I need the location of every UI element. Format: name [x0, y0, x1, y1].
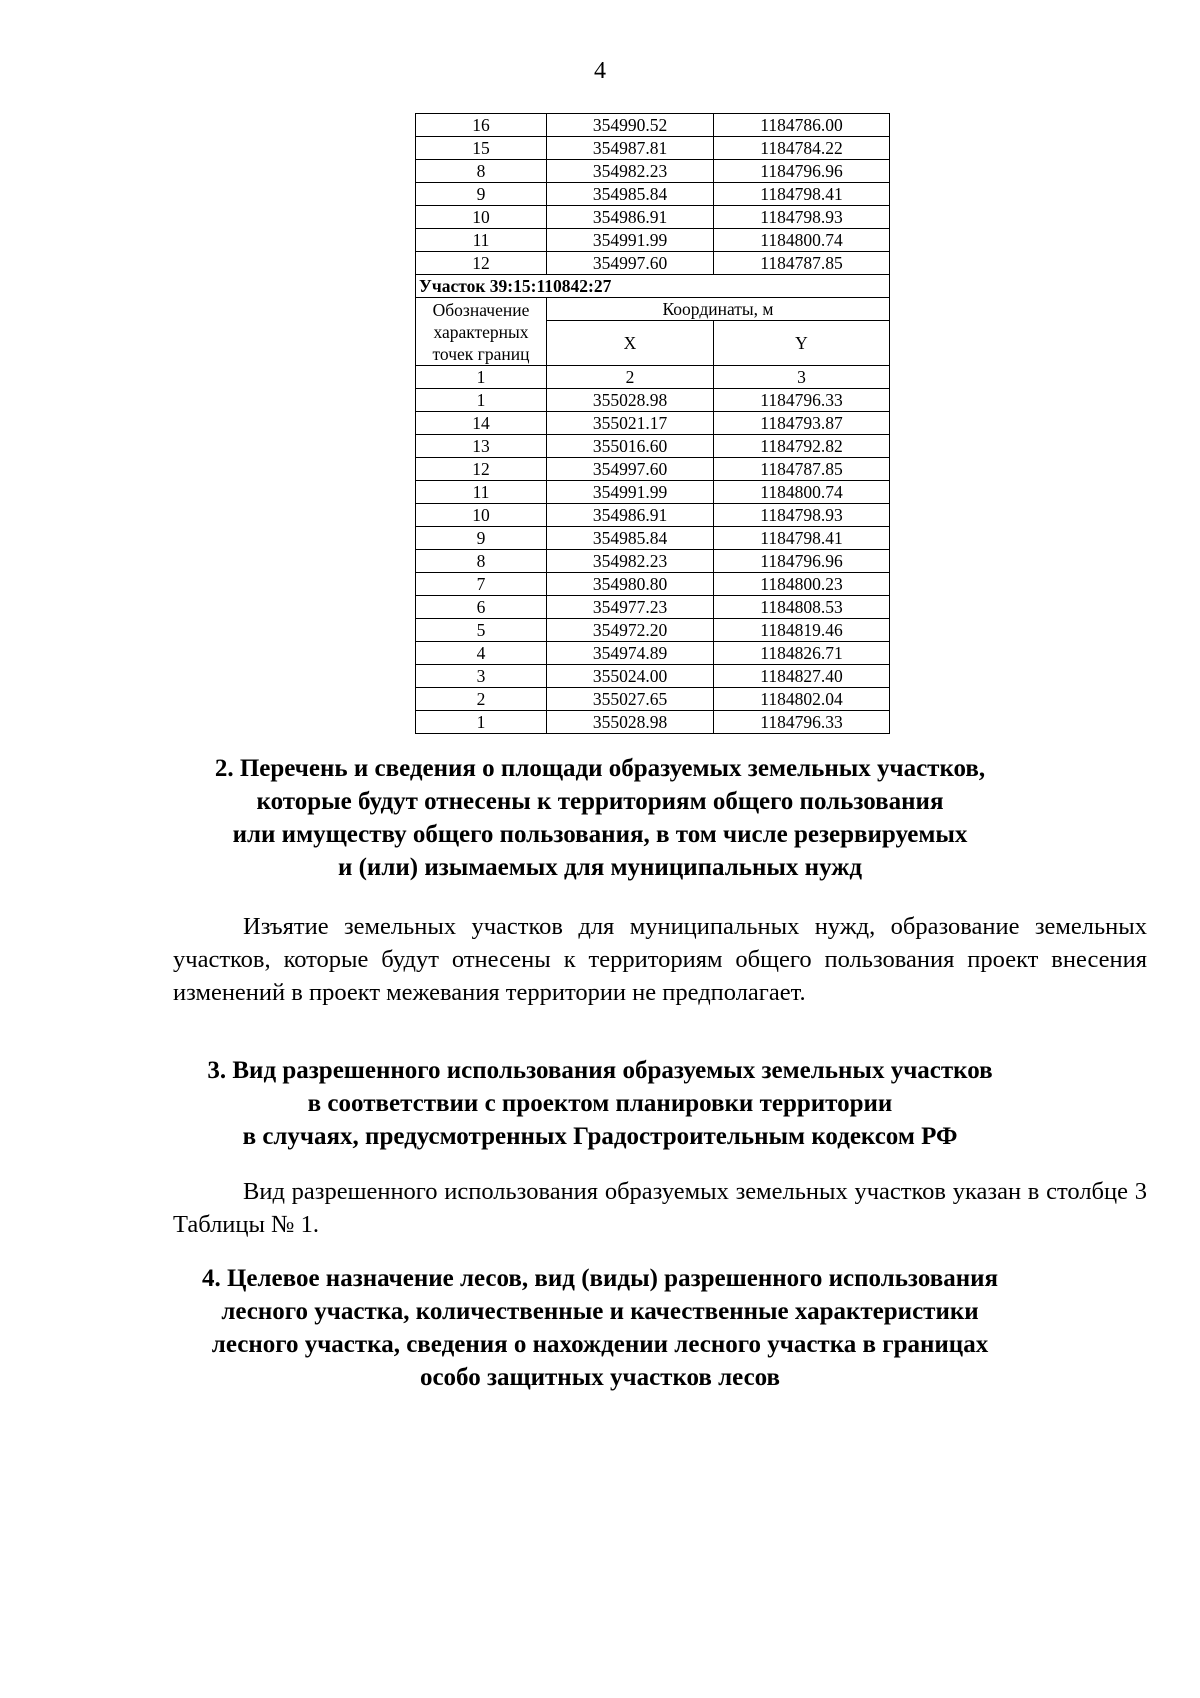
y-coordinate-cell: 1184798.93 — [714, 504, 890, 527]
table-row — [416, 642, 890, 665]
x-coordinate-cell: 354997.60 — [547, 252, 714, 275]
point-number-cell: 12 — [416, 252, 547, 275]
y-coordinate-cell: 1184802.04 — [714, 688, 890, 711]
column-number: 1 — [416, 366, 547, 389]
plot-title-row — [416, 275, 890, 298]
point-number-cell: 3 — [416, 665, 547, 688]
section-3-title-line: в соответствии с проектом планировки территории — [307, 1090, 893, 1117]
point-number-cell: 1 — [416, 389, 547, 412]
y-coordinate-cell: 1184826.71 — [714, 642, 890, 665]
designation-header: Обозначение характерных точек границ — [416, 298, 547, 366]
x-coordinate-cell: 354997.60 — [547, 458, 714, 481]
x-coordinate-cell: 354986.91 — [547, 504, 714, 527]
point-number-cell: 2 — [416, 688, 547, 711]
point-number-cell: 7 — [416, 573, 547, 596]
table-row — [416, 160, 890, 183]
table-row — [416, 527, 890, 550]
page-number: 4 — [594, 58, 606, 84]
table-row — [416, 619, 890, 642]
x-coordinate-cell: 354972.20 — [547, 619, 714, 642]
section-3-title — [150, 1054, 1050, 1153]
y-coordinate-cell: 1184798.93 — [714, 206, 890, 229]
y-coordinate-cell: 1184796.96 — [714, 550, 890, 573]
x-coordinate-cell: 354982.23 — [547, 160, 714, 183]
plot-title: Участок 39:15:110842:27 — [416, 275, 890, 298]
y-coordinate-cell: 1184798.41 — [714, 527, 890, 550]
point-number-cell: 11 — [416, 481, 547, 504]
y-coordinate-cell: 1184796.96 — [714, 160, 890, 183]
point-number-cell: 10 — [416, 504, 547, 527]
section-4-title-line: лесного участка, сведения о нахождении лесного участка в границах — [211, 1331, 989, 1358]
section-4-title-line: особо защитных участков лесов — [419, 1364, 781, 1391]
section-3-title-line: в случаях, предусмотренных Градостроительным кодексом РФ — [242, 1123, 958, 1150]
point-number-cell: 9 — [416, 183, 547, 206]
y-coordinate-cell: 1184784.22 — [714, 137, 890, 160]
section-3-paragraph: Вид разрешенного использования образуемых земельных участков указан в столбце 3 Таблицы № 1. — [173, 1178, 1147, 1238]
x-coordinate-cell: 355027.65 — [547, 688, 714, 711]
x-coordinate-cell: 354991.99 — [547, 481, 714, 504]
y-coordinate-cell: 1184798.41 — [714, 183, 890, 206]
y-coordinate-cell: 1184787.85 — [714, 252, 890, 275]
table-row — [416, 252, 890, 275]
table-row — [416, 481, 890, 504]
y-coordinate-cell: 1184800.23 — [714, 573, 890, 596]
plot-rows-group — [416, 389, 890, 734]
point-number-cell: 15 — [416, 137, 547, 160]
table-row — [416, 573, 890, 596]
point-number-cell: 14 — [416, 412, 547, 435]
point-number-cell: 13 — [416, 435, 547, 458]
coordinates-table — [415, 113, 890, 734]
table-row — [416, 412, 890, 435]
section-4-title-line: 4. Целевое назначение лесов, вид (виды) разрешенного использования — [201, 1265, 999, 1292]
point-number-cell: 8 — [416, 550, 547, 573]
table-row — [416, 114, 890, 137]
point-number-cell: 10 — [416, 206, 547, 229]
x-coordinate-cell: 354990.52 — [547, 114, 714, 137]
table-row — [416, 206, 890, 229]
header-row — [416, 298, 890, 321]
x-coordinate-cell: 354986.91 — [547, 206, 714, 229]
point-number-cell: 8 — [416, 160, 547, 183]
y-header: Y — [714, 321, 890, 366]
x-coordinate-cell: 354974.89 — [547, 642, 714, 665]
x-header: X — [547, 321, 714, 366]
table-row — [416, 688, 890, 711]
point-number-cell: 11 — [416, 229, 547, 252]
x-coordinate-cell: 354982.23 — [547, 550, 714, 573]
section-4-title-line: лесного участка, количественные и качественные характеристики — [221, 1298, 979, 1325]
point-number-cell: 12 — [416, 458, 547, 481]
x-coordinate-cell: 354980.80 — [547, 573, 714, 596]
section-2-title — [150, 752, 1050, 884]
y-coordinate-cell: 1184819.46 — [714, 619, 890, 642]
y-coordinate-cell: 1184786.00 — [714, 114, 890, 137]
point-number-cell: 9 — [416, 527, 547, 550]
y-coordinate-cell: 1184792.82 — [714, 435, 890, 458]
table-row — [416, 504, 890, 527]
section-2-title-line: и (или) изымаемых для муниципальных нужд — [337, 854, 863, 881]
y-coordinate-cell: 1184800.74 — [714, 229, 890, 252]
x-coordinate-cell: 354991.99 — [547, 229, 714, 252]
x-coordinate-cell: 354977.23 — [547, 596, 714, 619]
x-coordinate-cell: 354987.81 — [547, 137, 714, 160]
top-rows-group — [416, 114, 890, 275]
point-number-cell: 1 — [416, 711, 547, 734]
column-number: 3 — [714, 366, 890, 389]
table-row — [416, 665, 890, 688]
table-row — [416, 389, 890, 412]
x-coordinate-cell: 355028.98 — [547, 389, 714, 412]
x-coordinate-cell: 355028.98 — [547, 711, 714, 734]
table-row — [416, 435, 890, 458]
y-coordinate-cell: 1184827.40 — [714, 665, 890, 688]
table-row — [416, 596, 890, 619]
y-coordinate-cell: 1184793.87 — [714, 412, 890, 435]
table-row — [416, 711, 890, 734]
column-number: 2 — [547, 366, 714, 389]
point-number-cell: 6 — [416, 596, 547, 619]
table-row — [416, 550, 890, 573]
y-coordinate-cell: 1184808.53 — [714, 596, 890, 619]
section-2-paragraph: Изъятие земельных участков для муниципальных нужд, образование земельных участков, которые будут отнесены к территориям общего пользования проект внесения изменений в проект межевания территории не предполагает. — [173, 913, 1147, 1006]
table-row — [416, 458, 890, 481]
x-coordinate-cell: 355024.00 — [547, 665, 714, 688]
section-2-title-line: которые будут отнесены к территориям общего пользования — [256, 788, 944, 815]
point-number-cell: 4 — [416, 642, 547, 665]
point-number-cell: 16 — [416, 114, 547, 137]
section-2-title-line: 2. Перечень и сведения о площади образуемых земельных участков, — [214, 755, 986, 782]
table-row — [416, 229, 890, 252]
table-row — [416, 183, 890, 206]
section-2-title-line: или имуществу общего пользования, в том числе резервируемых — [232, 821, 968, 848]
y-coordinate-cell: 1184796.33 — [714, 389, 890, 412]
section-4-title — [150, 1262, 1050, 1394]
x-coordinate-cell: 355021.17 — [547, 412, 714, 435]
column-numbers-row — [416, 366, 890, 389]
x-coordinate-cell: 355016.60 — [547, 435, 714, 458]
table-row — [416, 137, 890, 160]
y-coordinate-cell: 1184787.85 — [714, 458, 890, 481]
coordinates-header: Координаты, м — [547, 298, 890, 321]
y-coordinate-cell: 1184800.74 — [714, 481, 890, 504]
y-coordinate-cell: 1184796.33 — [714, 711, 890, 734]
point-number-cell: 5 — [416, 619, 547, 642]
section-3-title-line: 3. Вид разрешенного использования образуемых земельных участков — [207, 1057, 993, 1084]
x-coordinate-cell: 354985.84 — [547, 527, 714, 550]
x-coordinate-cell: 354985.84 — [547, 183, 714, 206]
